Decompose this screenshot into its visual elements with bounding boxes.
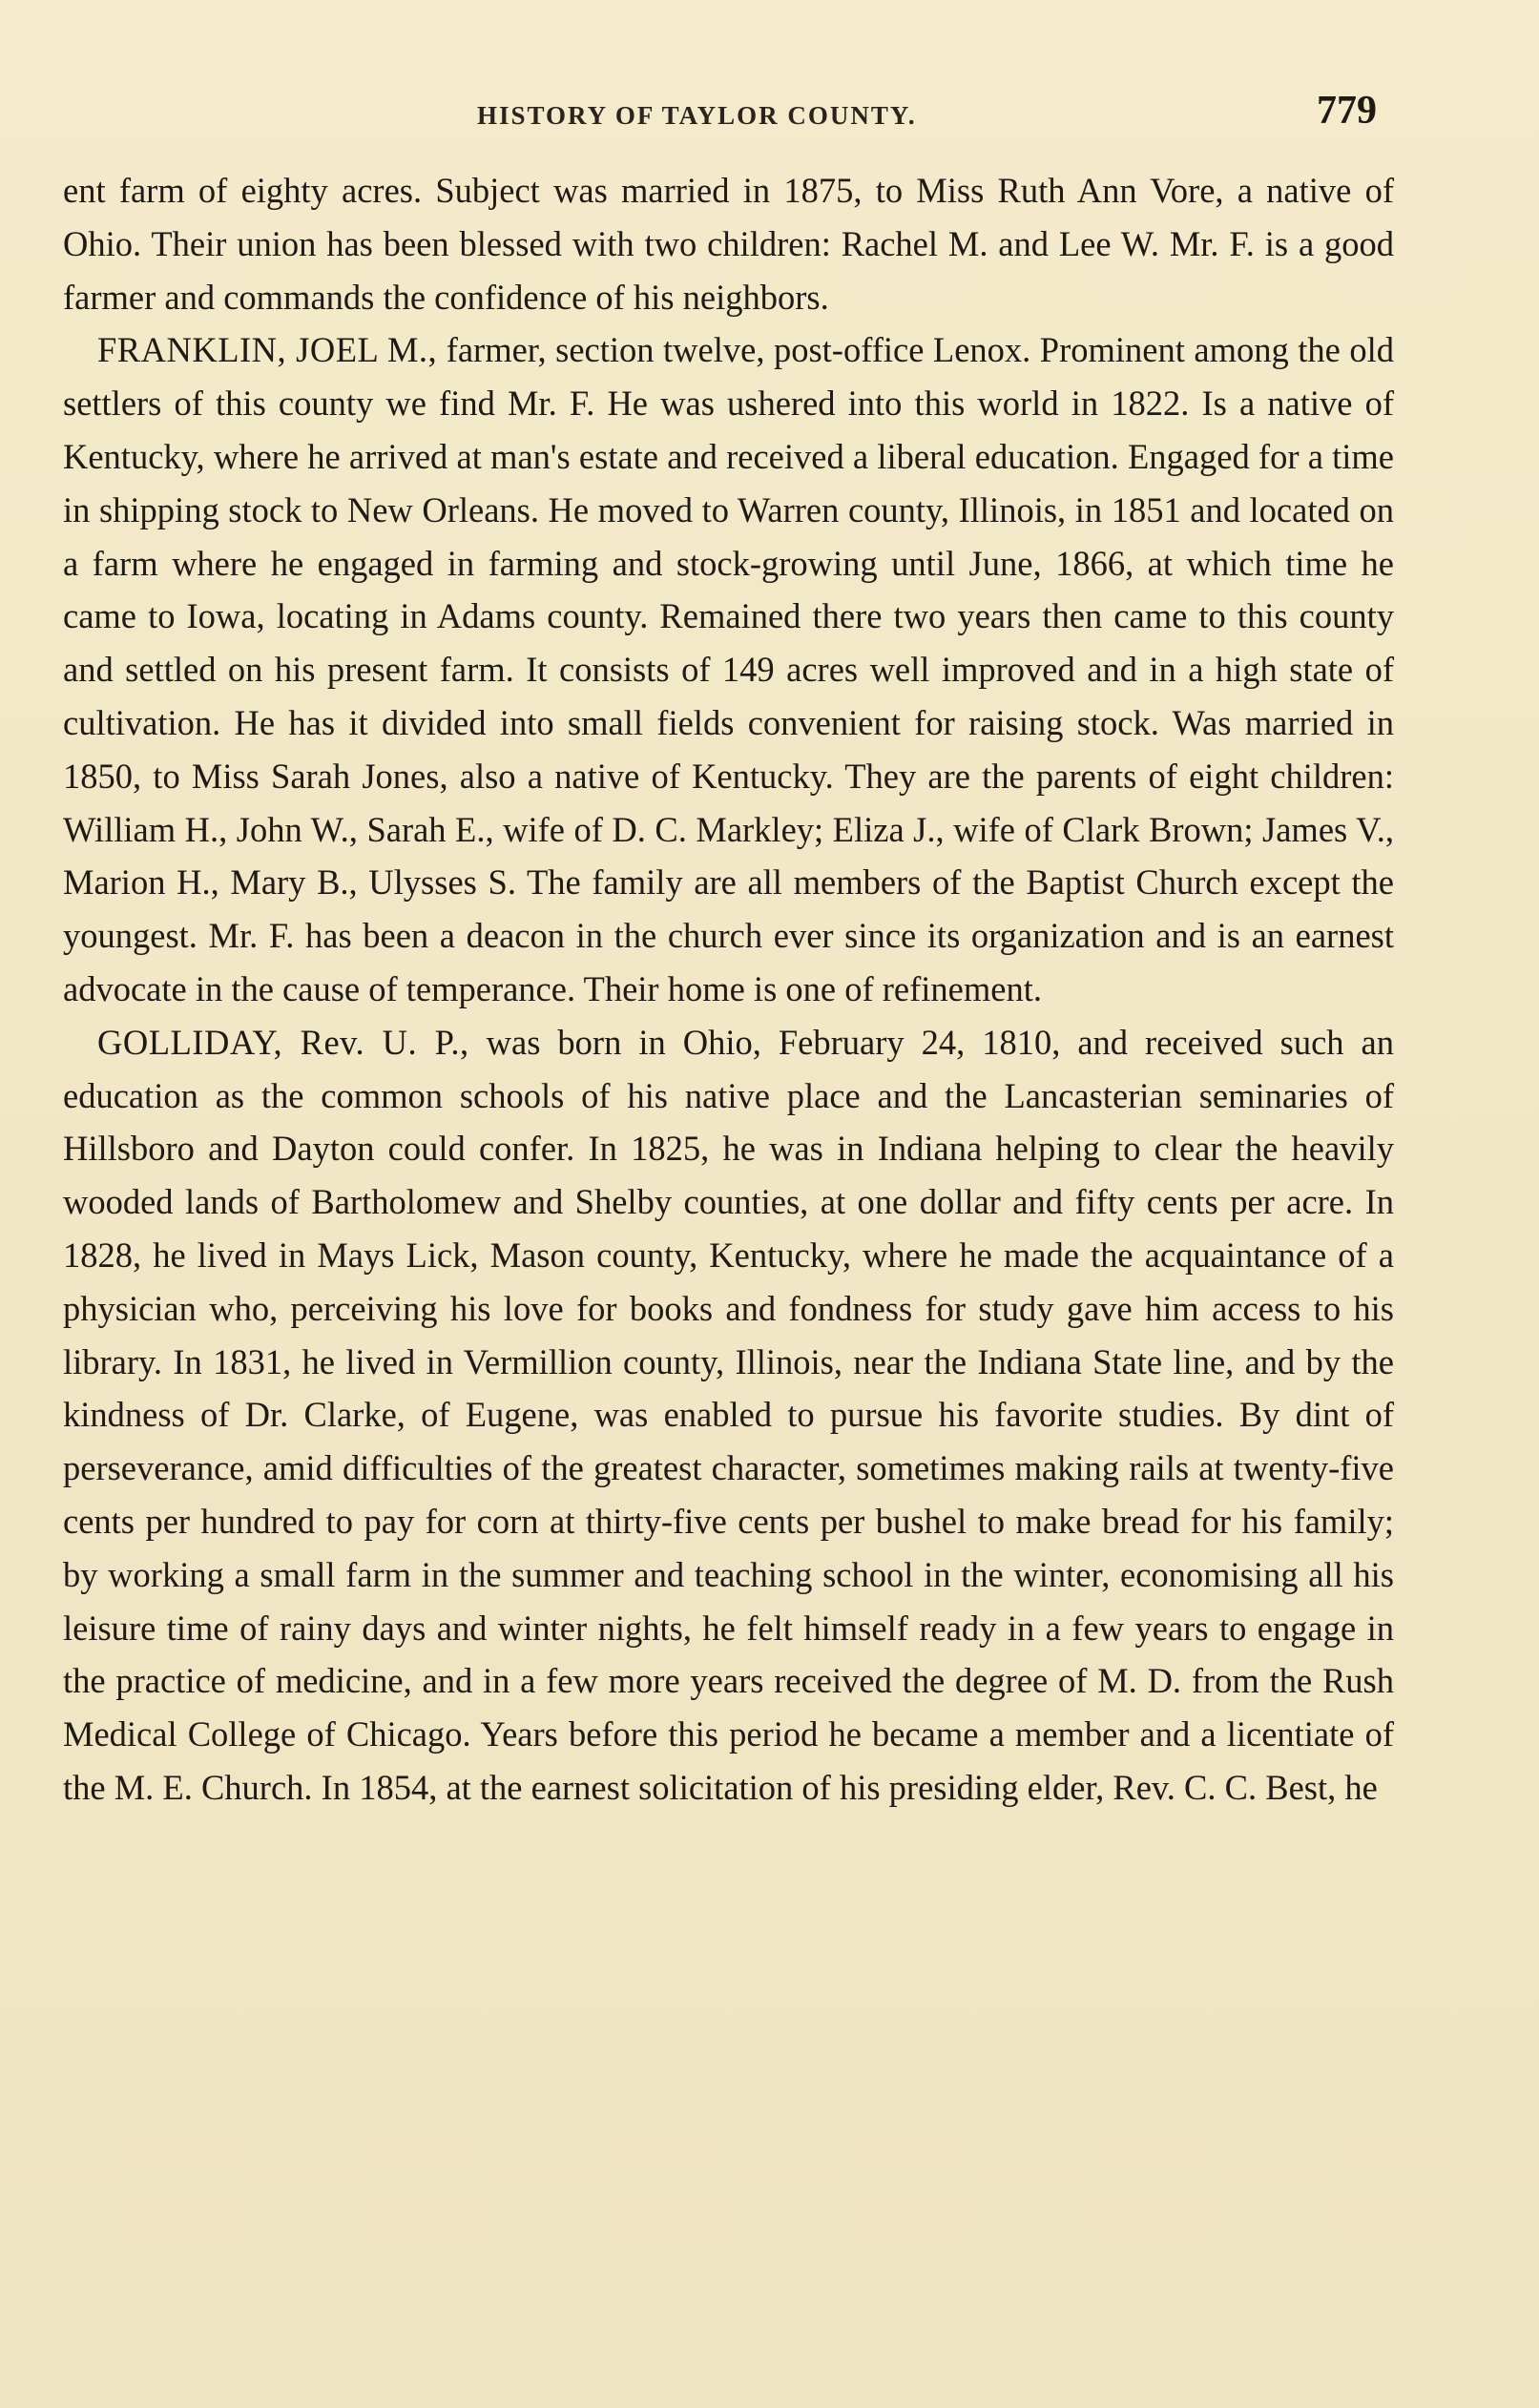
paragraph-continuation [63, 164, 1394, 323]
page-header [0, 88, 1539, 145]
page-number: 779 [1317, 89, 1377, 133]
paragraph-franklin [63, 323, 1394, 1015]
entry-name-franklin: FRANKLIN, JOEL M., [97, 330, 438, 370]
entry-name-golliday: GOLLIDAY, Rev. U. P., [97, 1022, 469, 1062]
paragraph-text: ent farm of eighty acres. Subject was married in 1875, to Miss Ruth Ann Vore, a native of Ohio. Their union has been blessed with two children: Rachel M. and Lee W. Mr. F. is a good farmer and commands the confidence of his neighbors. [63, 171, 1394, 317]
body-text [63, 164, 1394, 1815]
paragraph-text: farmer, section twelve, post-office Lenox. Prominent among the old settlers of this county we find Mr. F. He was ushered into this world in 1822. Is a native of Kentucky, where he arrived at man's estate and received a liberal education. Engaged for a time in shipping stock to New Orleans. He moved to Warren county, Illinois, in 1851 and located on a farm where he engaged in farming and stock-growing until June, 1866, at which time he came to Iowa, locating in Adams county. Remained there two years then came to this county and settled on his present farm. It consists of 149 acres well improved and in a high state of cultivation. He has it divided into small fields convenient for raising stock. Was married in 1850, to Miss Sarah Jones, also a native of Kentucky. They are the parents of eight children: William H., John W., Sarah E., wife of D. C. Markley; Eliza J., wife of Clark Brown; James V., Marion H., Mary B., Ulysses S. The family are all members of the Baptist Church except the youngest. Mr. F. has been a deacon in the church ever since its organization and is an earnest advocate in the cause of temperance. Their home is one of refinement. [63, 330, 1394, 1008]
paragraph-golliday [63, 1016, 1394, 1815]
paragraph-text: was born in Ohio, February 24, 1810, and received such an education as the common schools of his native place and the Lancasterian seminaries of Hillsboro and Dayton could confer. In 1825, he was in Indiana helping to clear the heavily wooded lands of Bartholomew and Shelby counties, at one dollar and fifty cents per acre. In 1828, he lived in Mays Lick, Mason county, Kentucky, where he made the acquaintance of a physician who, perceiving his love for books and fondness for study gave him access to his library. In 1831, he lived in Vermillion county, Illinois, near the Indiana State line, and by the kindness of Dr. Clarke, of Eugene, was enabled to pursue his favorite studies. By dint of perseverance, amid difficulties of the greatest character, sometimes making rails at twenty-five cents per hundred to pay for corn at thirty-five cents per bushel to make bread for his family; by working a small farm in the summer and teaching school in the winter, economising all his leisure time of rainy days and winter nights, he felt himself ready in a few years to engage in the practice of medicine, and in a few more years received the degree of M. D. from the Rush Medical College of Chicago. Years before this period he became a member and a licentiate of the M. E. Church. In 1854, at the earnest solicitation of his presiding elder, Rev. C. C. Best, he [63, 1022, 1394, 1807]
running-title: HISTORY OF TAYLOR COUNTY. [477, 101, 917, 130]
